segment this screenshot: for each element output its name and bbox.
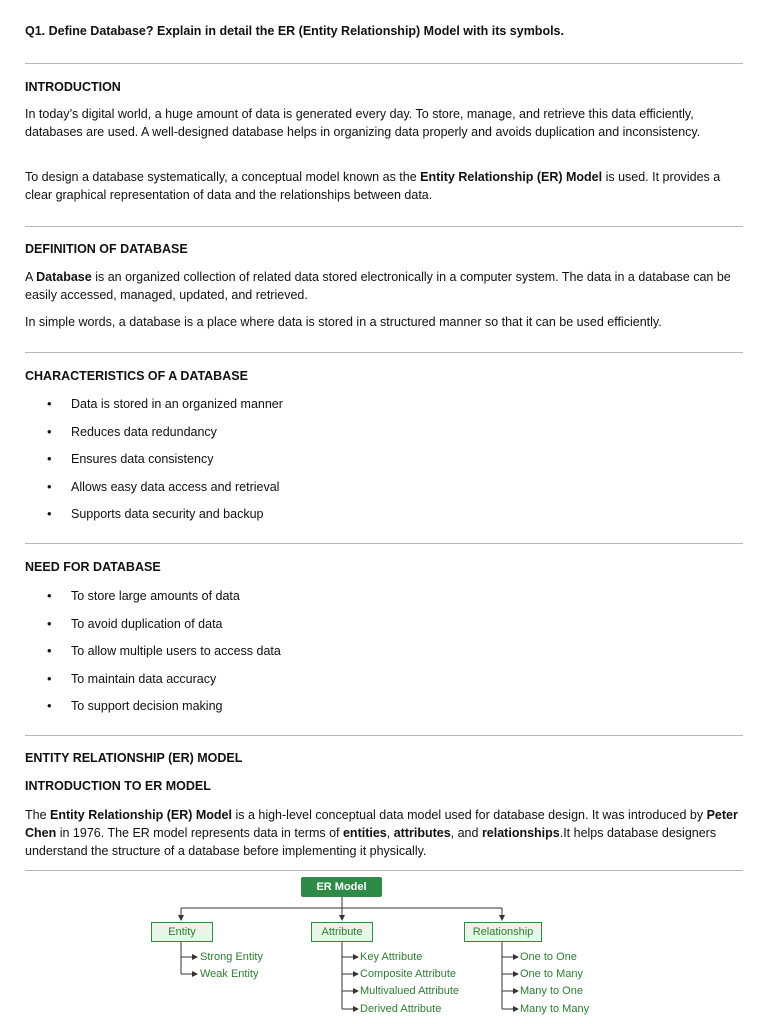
bold-run: attributes (393, 826, 451, 840)
list-item: • Data is stored in an organized manner (25, 395, 283, 423)
entity-child: Strong Entity (200, 951, 263, 963)
need-heading: NEED FOR DATABASE (25, 560, 161, 574)
attribute-child: Key Attribute (360, 951, 423, 963)
text-run: A (25, 270, 37, 284)
list-item: • Allows easy data access and retrieval (25, 478, 283, 506)
bold-run: Entity Relationship (ER) Model (50, 808, 232, 822)
question-title: Q1. Define Database? Explain in detail the ER (Entity Relationship) Model with its symbols. (25, 24, 564, 38)
list-item: • Supports data security and backup (25, 505, 283, 533)
entity-child: Weak Entity (200, 968, 259, 980)
text-run: , and (450, 826, 482, 840)
bold-run: relationships (481, 826, 560, 840)
relationship-child: One to One (520, 951, 577, 963)
list-item: • To support decision making (25, 697, 281, 725)
relationship-child: Many to Many (520, 1003, 590, 1015)
er-model-heading: ENTITY RELATIONSHIP (ER) MODEL (25, 751, 243, 765)
list-item: • To avoid duplication of data (25, 615, 281, 643)
er-root-node: ER Model (301, 877, 382, 897)
introduction-paragraph-1: In today’s digital world, a huge amount of data is generated every day. To store, manage, and retrieve this data efficiently, databases are used. A well-designed database helps in organizing data properly and avoids duplication and inconsistency. (25, 107, 701, 139)
characteristics-heading: CHARACTERISTICS OF A DATABASE (25, 369, 248, 383)
text-run: .It helps database designers understand the structure of a database before implementing it physically. (25, 826, 717, 858)
list-item: • Reduces data redundancy (25, 423, 283, 451)
bold-run: Database (36, 270, 92, 284)
list-item: • To store large amounts of data (25, 587, 281, 615)
er-intro-subheading: INTRODUCTION TO ER MODEL (25, 779, 211, 793)
bold-run: Entity Relationship (ER) Model (420, 170, 603, 184)
attribute-child: Multivalued Attribute (360, 985, 460, 997)
text-run: , (386, 826, 394, 840)
bold-run: Peter Chen (25, 808, 738, 840)
text-run: is used. It provides a clear graphical representation of data and the relationships between data. (25, 170, 721, 202)
bold-run: entities (342, 826, 387, 840)
definition-paragraph-2: In simple words, a database is a place where data is stored in a structured manner so that it can be used efficiently. (25, 315, 662, 329)
entity-node: Entity (151, 922, 213, 942)
text-run: is a high-level conceptual data model used for database design. It was introduced by (231, 808, 707, 822)
attribute-child: Composite Attribute (360, 968, 456, 980)
list-item: • To allow multiple users to access data (25, 642, 281, 670)
attribute-child: Derived Attribute (360, 1003, 442, 1015)
text-run: To design a database systematically, a conceptual model known as the (25, 170, 421, 184)
definition-heading: DEFINITION OF DATABASE (25, 242, 188, 256)
relationship-node: Relationship (464, 922, 542, 942)
relationship-child: Many to One (520, 985, 583, 997)
text-run: in 1976. The ER model represents data in terms of (56, 826, 343, 840)
relationship-child: One to Many (520, 968, 583, 980)
attribute-node: Attribute (311, 922, 373, 942)
text-run: The (25, 808, 51, 822)
list-item: • Ensures data consistency (25, 450, 283, 478)
text-run: is an organized collection of related data stored electronically in a computer system. The data in a database can be easily accessed, managed, updated, and retrieved. (25, 270, 731, 302)
introduction-heading: INTRODUCTION (25, 80, 121, 94)
list-item: • To maintain data accuracy (25, 670, 281, 698)
